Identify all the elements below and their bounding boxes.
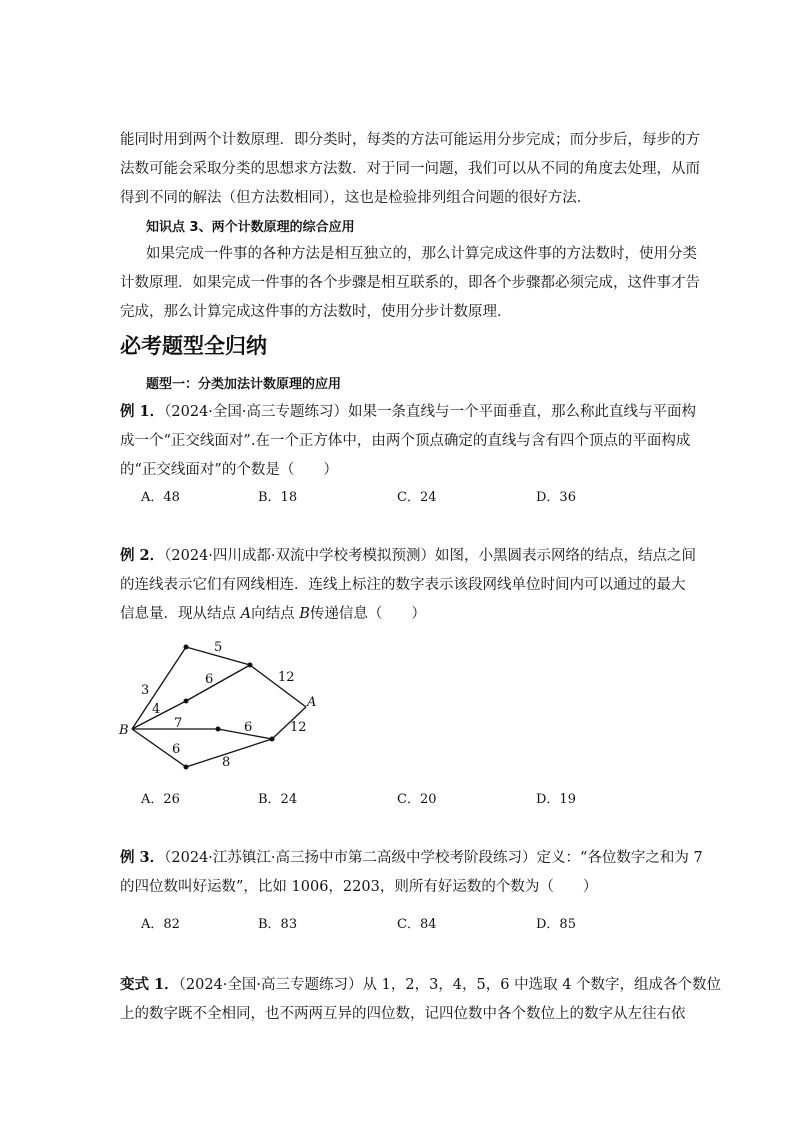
ex2-option-b[interactable]: B．24 (258, 792, 298, 807)
edge-label: 6 (205, 672, 214, 687)
intro-line-3: 得到不同的解法（但方法数相同），这也是检验排列组合问题的很好方法． (120, 190, 592, 206)
knowledge-point-title: 知识点 3、两个计数原理的综合应用 (146, 220, 355, 235)
ex2-line-1 (120, 546, 696, 566)
ex1-line-1 (120, 402, 696, 422)
ex2-text-1: （2024·四川成都·双流中学校考模拟预测）如图，小黑圆表示网络的结点，结点之间 (164, 548, 697, 564)
ex1-line-3: 的“正交线面对”的个数是（ ） (120, 462, 338, 478)
var1-line-2: 上的数字既不全相同，也不两两互异的四位数，记四位数中各个数位上的数字从左往右依 (120, 1006, 686, 1022)
node-dot (184, 765, 189, 770)
ex1-option-b[interactable]: B．18 (258, 490, 298, 505)
type1-title: 题型一：分类加法计数原理的应用 (146, 377, 342, 392)
ex3-label: 例 3． (120, 849, 165, 866)
edge-label: 12 (290, 720, 307, 735)
ex1-label: 例 1． (120, 403, 165, 420)
ex2-line-2: 的连线表示它们有网线相连．连线上标注的数字表示该段网线单位时间内可以通过的最大 (120, 577, 686, 593)
edge-label: 12 (278, 670, 295, 685)
ex2-text-3: 信息量．现从结点 (120, 606, 236, 622)
section-title: 必考题型全归纳 (120, 334, 267, 358)
ex2-node-a-ref: A (240, 606, 252, 622)
ex3-option-a[interactable]: A．82 (141, 917, 180, 932)
var1-label: 变式 1． (120, 976, 179, 993)
ex1-option-a[interactable]: A．48 (141, 490, 180, 505)
node-dot (184, 645, 189, 650)
kp3-line-2: 计数原理．如果完成一件事的各个步骤是相互联系的，即各个步骤都必须完成，这件事才告 (120, 275, 700, 291)
var1-line-1 (120, 975, 721, 995)
node-dot (248, 663, 253, 668)
node-dot (216, 727, 221, 732)
ex2-text-3c: 传递信息（ ） (309, 606, 426, 622)
node-b-label: B (119, 723, 129, 738)
ex1-line-2: 成一个“正交线面对”.在一个正方体中，由两个顶点确定的直线与含有四个顶点的平面构成 (120, 433, 691, 449)
edge-label: 6 (172, 742, 181, 757)
ex2-option-d[interactable]: D．19 (536, 792, 576, 807)
ex1-option-d[interactable]: D．36 (536, 490, 576, 505)
intro-line-2: 法数可能会采取分类的思想求方法数．对于同一问题，我们可以从不同的角度去处理，从而 (120, 161, 700, 177)
ex2-text-3b: 向结点 (251, 606, 295, 622)
var1-text-1: （2024·全国·高三专题练习）从 1，2，3，4，5，6 中选取 4 个数字，组成各个数位 (178, 977, 722, 993)
ex1-option-c[interactable]: C．24 (397, 490, 437, 505)
ex1-text-1: （2024·全国·高三专题练习）如果一条直线与一个平面垂直，那么称此直线与平面构 (164, 404, 697, 420)
ex2-option-c[interactable]: C．20 (397, 792, 437, 807)
ex3-option-d[interactable]: D．85 (536, 917, 576, 932)
edge-label: 4 (152, 702, 161, 717)
ex2-option-a[interactable]: A．26 (141, 792, 180, 807)
kp3-line-1: 如果完成一件事的各种方法是相互独立的，那么计算完成这件事的方法数时，使用分类 (146, 246, 697, 262)
edge-label: 7 (174, 716, 183, 731)
network-diagram (110, 635, 340, 775)
ex3-line-1 (120, 848, 703, 868)
ex3-text-1: （2024·江苏镇江·高三扬中市第二高级中学校考阶段练习）定义：“各位数字之和为 7 (164, 850, 703, 866)
edge-label: 5 (214, 640, 223, 655)
edge-label: 8 (222, 755, 231, 770)
node-a-label: A (307, 695, 317, 710)
kp3-line-3: 完成，那么计算完成这件事的方法数时，使用分步计数原理． (120, 304, 512, 320)
ex2-label: 例 2． (120, 547, 165, 564)
ex3-line-2: 的四位数叫好运数”，比如 1006，2203，则所有好运数的个数为（ ） (120, 879, 598, 895)
node-dot (184, 699, 189, 704)
node-dot (270, 737, 275, 742)
ex3-option-c[interactable]: C．84 (397, 917, 437, 932)
edge-label: 3 (141, 683, 150, 698)
ex2-node-b-ref: B (299, 606, 310, 622)
ex3-option-b[interactable]: B．83 (258, 917, 298, 932)
ex2-line-3 (120, 604, 426, 624)
intro-line-1: 能同时用到两个计数原理．即分类时，每类的方法可能运用分步完成；而分步后，每步的方 (120, 132, 700, 148)
edge-label: 6 (244, 720, 253, 735)
